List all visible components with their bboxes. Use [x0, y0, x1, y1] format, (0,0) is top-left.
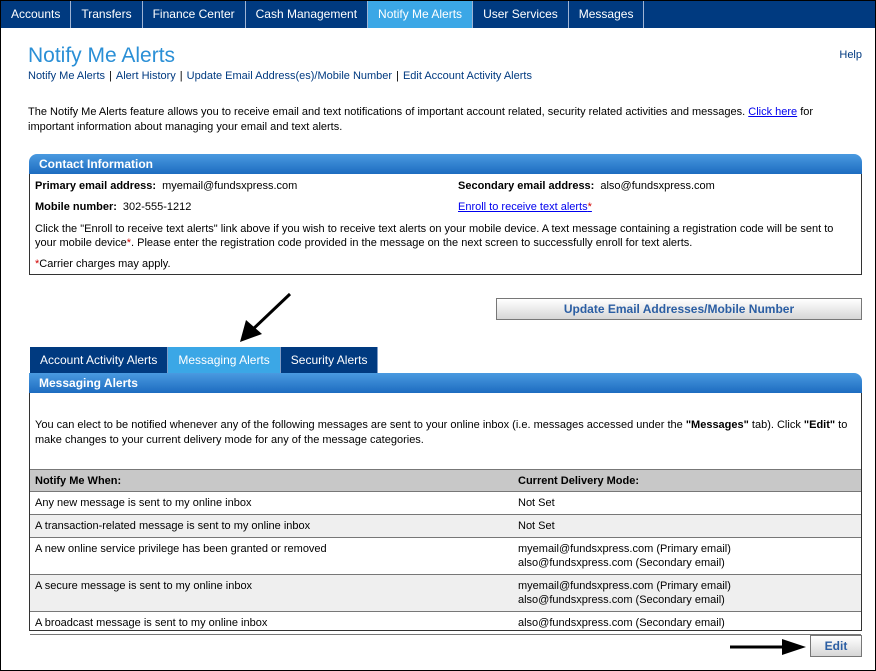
messaging-intro-edit: "Edit" [803, 419, 836, 431]
messaging-intro-messages: "Messages" [685, 419, 749, 431]
row-notify-when: A broadcast message is sent to my online inbox [30, 612, 513, 635]
table-row [30, 612, 861, 635]
delivery-mode-1: Not Set [518, 497, 555, 509]
column-header-notify-me-when: Notify Me When: [30, 470, 513, 492]
top-navigation [1, 1, 875, 28]
row-delivery-mode [513, 612, 861, 635]
subnav-update-email[interactable]: Update Email Address(es)/Mobile Number [186, 70, 393, 82]
column-header-delivery-mode: Current Delivery Mode: [513, 470, 861, 492]
carrier-note [35, 258, 171, 270]
nav-tab-notify-me-alerts[interactable]: Notify Me Alerts [368, 1, 473, 28]
arrow-annotation-icon [236, 290, 296, 346]
mobile-number-value: 302-555-1212 [122, 201, 192, 213]
row-delivery-mode [513, 538, 861, 575]
subnav-notify-me-alerts[interactable]: Notify Me Alerts [28, 70, 106, 82]
row-delivery-mode [513, 515, 861, 538]
intro-paragraph [28, 105, 848, 135]
delivery-mode-1: Not Set [518, 520, 555, 532]
secondary-email-label: Secondary email address: [458, 180, 595, 192]
click-here-link[interactable]: Click here [748, 106, 798, 118]
arrow-annotation-icon [728, 636, 808, 658]
row-notify-when: A transaction-related message is sent to my online inbox [30, 515, 513, 538]
enroll-note-text-2: . Please enter the registration code provided in the message on the next screen to successfully enroll for text alerts. [131, 237, 693, 249]
table-row [30, 515, 861, 538]
subnav-separator: | [179, 70, 183, 82]
secondary-email-value: also@fundsxpress.com [600, 180, 715, 192]
nav-tab-accounts[interactable]: Accounts [1, 1, 71, 28]
carrier-note-text: Carrier charges may apply. [39, 258, 171, 270]
enroll-asterisk: * [587, 201, 592, 213]
row-notify-when: A secure message is sent to my online inbox [30, 575, 513, 612]
intro-text: The Notify Me Alerts feature allows you to receive email and text notifications of important account related, security related activities and messages. [28, 106, 746, 118]
enroll-text-alerts-row [458, 201, 592, 213]
subnav-separator: | [396, 70, 399, 82]
delivery-mode-1: myemail@fundsxpress.com (Primary email) [518, 543, 731, 555]
enroll-text-alerts-link[interactable] [458, 201, 592, 213]
messaging-intro-text: You can elect to be notified whenever any of the following messages are sent to your online inbox (i.e. messages accessed under the [35, 419, 683, 431]
subnav-separator: | [109, 70, 112, 82]
nav-tab-transfers[interactable]: Transfers [71, 1, 142, 28]
subnav-edit-account-activity[interactable]: Edit Account Activity Alerts [402, 70, 532, 82]
delivery-mode-2: also@fundsxpress.com (Secondary email) [518, 557, 725, 569]
messaging-intro-text-3: to make changes to your current delivery mode for any of the message categories. [35, 419, 848, 446]
primary-email-label: Primary email address: [35, 180, 157, 192]
help-link[interactable]: Help [839, 49, 862, 61]
enroll-note [35, 222, 850, 250]
primary-email-row [35, 180, 297, 192]
contact-info-header: Contact Information [29, 154, 862, 174]
row-notify-when: A new online service privilege has been granted or removed [30, 538, 513, 575]
secondary-email-row [458, 180, 715, 192]
page-title: Notify Me Alerts [28, 44, 176, 67]
enroll-link-label: Enroll to receive text alerts [458, 201, 588, 213]
mobile-number-label: Mobile number: [35, 201, 117, 213]
row-delivery-mode [513, 575, 861, 612]
nav-tab-user-services[interactable]: User Services [473, 1, 569, 28]
subnav-alert-history[interactable]: Alert History [115, 70, 176, 82]
nav-tab-finance-center[interactable]: Finance Center [143, 1, 246, 28]
intro-text-2: for important information about managing your email and text alerts. [28, 106, 814, 133]
tab-security-alerts[interactable]: Security Alerts [281, 347, 379, 373]
tab-account-activity-alerts[interactable]: Account Activity Alerts [30, 347, 168, 373]
enroll-note-text: Click the "Enroll to receive text alerts" link above if you wish to receive text alerts on your mobile device. A text message containing a registration code will be sent to your mobile device [35, 223, 834, 249]
table-header-row [30, 470, 861, 492]
messaging-alerts-table [30, 469, 861, 635]
enroll-note-asterisk: * [126, 237, 131, 249]
carrier-asterisk: * [35, 258, 40, 270]
table-row [30, 492, 861, 515]
update-email-mobile-button[interactable]: Update Email Addresses/Mobile Number [496, 298, 862, 320]
delivery-mode-1: also@fundsxpress.com (Secondary email) [518, 617, 725, 629]
table-row [30, 575, 861, 612]
messaging-intro-text-2: tab). Click [751, 419, 801, 431]
primary-email-value: myemail@fundsxpress.com [162, 180, 298, 192]
row-notify-when: Any new message is sent to my online inbox [30, 492, 513, 515]
alert-category-tabs [30, 347, 378, 373]
edit-button[interactable]: Edit [810, 635, 862, 657]
delivery-mode-1: myemail@fundsxpress.com (Primary email) [518, 580, 731, 592]
delivery-mode-2: also@fundsxpress.com (Secondary email) [518, 594, 725, 606]
tab-messaging-alerts[interactable]: Messaging Alerts [168, 347, 280, 373]
messaging-intro [35, 418, 850, 448]
table-row [30, 538, 861, 575]
messaging-alerts-header: Messaging Alerts [29, 373, 862, 393]
nav-tab-messages[interactable]: Messages [569, 1, 645, 28]
sub-navigation [28, 70, 532, 82]
row-delivery-mode [513, 492, 861, 515]
mobile-number-row [35, 201, 191, 213]
nav-tab-cash-management[interactable]: Cash Management [246, 1, 368, 28]
